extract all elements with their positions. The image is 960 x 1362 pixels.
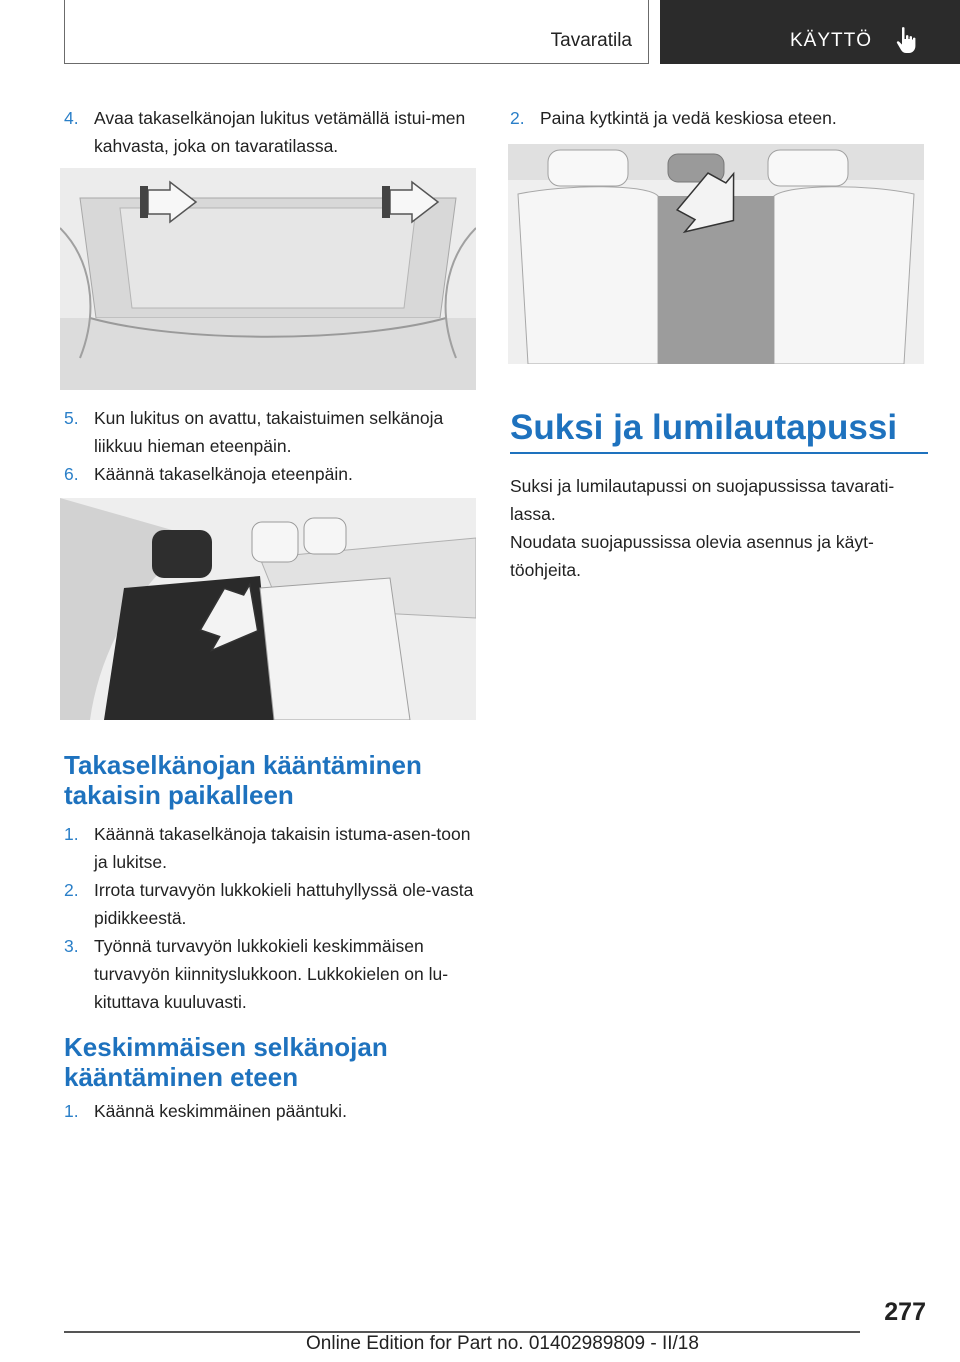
step-number: 6. (64, 464, 79, 484)
step-text: Työnnä turvavyön lukkokieli keskimmäisen turvavyön kiinnityslukkoon. Lukkokielen on lu-kituttava kuuluvasti. (94, 936, 449, 1012)
step-text: Paina kytkintä ja vedä keskiosa eteen. (540, 108, 837, 128)
step-text: Käännä keskimmäinen pääntuki. (94, 1101, 347, 1121)
section-heading-ski: Suksi ja lumilautapussi (510, 408, 898, 447)
step-text: Avaa takaselkänojan lukitus vetämällä istui-men kahvasta, joka on tavaratilassa. (94, 108, 466, 156)
ski-paragraph-2: Noudata suojapussissa olevia asennus ja käyt-töohjeita. (510, 532, 874, 580)
center-section-illustration (508, 144, 924, 364)
footer-edition: Online Edition for Part no. 01402989809 - II/18 (306, 1333, 699, 1354)
step-text: Käännä takaselkänoja eteenpäin. (94, 464, 353, 484)
step-number: 1. (64, 1101, 79, 1121)
step-number: 3. (64, 936, 79, 956)
section-heading-return: Takaselkänojan kääntäminen takaisin paikalleen (64, 750, 422, 810)
seatback-fold-illustration (60, 498, 476, 720)
chapter-tab-label: KÄYTTÖ (790, 30, 873, 51)
return-step-2 (64, 876, 478, 932)
step-number: 1. (64, 824, 79, 844)
step-number: 2. (510, 108, 525, 128)
step-number: 2. (64, 880, 79, 900)
hand-pointer-icon (894, 26, 920, 59)
center-step-1 (64, 1097, 478, 1125)
page-number: 277 (884, 1298, 926, 1326)
step-text: Käännä takaselkänoja takaisin istuma-asen-toon ja lukitse. (94, 824, 471, 872)
section-heading-center: Keskimmäisen selkänojan kääntäminen eteen (64, 1032, 388, 1092)
trunk-release-illustration (60, 168, 476, 390)
chapter-tab[interactable] (660, 0, 960, 64)
step-number: 5. (64, 408, 79, 428)
step-6 (64, 460, 478, 488)
return-step-1 (64, 820, 478, 876)
return-step-3 (64, 932, 478, 1016)
step-5 (64, 404, 478, 460)
step-text: Kun lukitus on avattu, takaistuimen selkänoja liikkuu hieman eteenpäin. (94, 408, 444, 456)
ski-paragraph-1: Suksi ja lumilautapussi on suojapussissa tavarati-lassa. (510, 476, 895, 524)
step-text: Irrota turvavyön lukkokieli hattuhyllyssä ole-vasta pidikkeestä. (94, 880, 474, 928)
section-title: Tavaratila (550, 30, 632, 51)
step-4 (64, 104, 478, 160)
step-number: 4. (64, 108, 79, 128)
heading-underline (510, 452, 928, 454)
right-step-2 (510, 104, 928, 132)
